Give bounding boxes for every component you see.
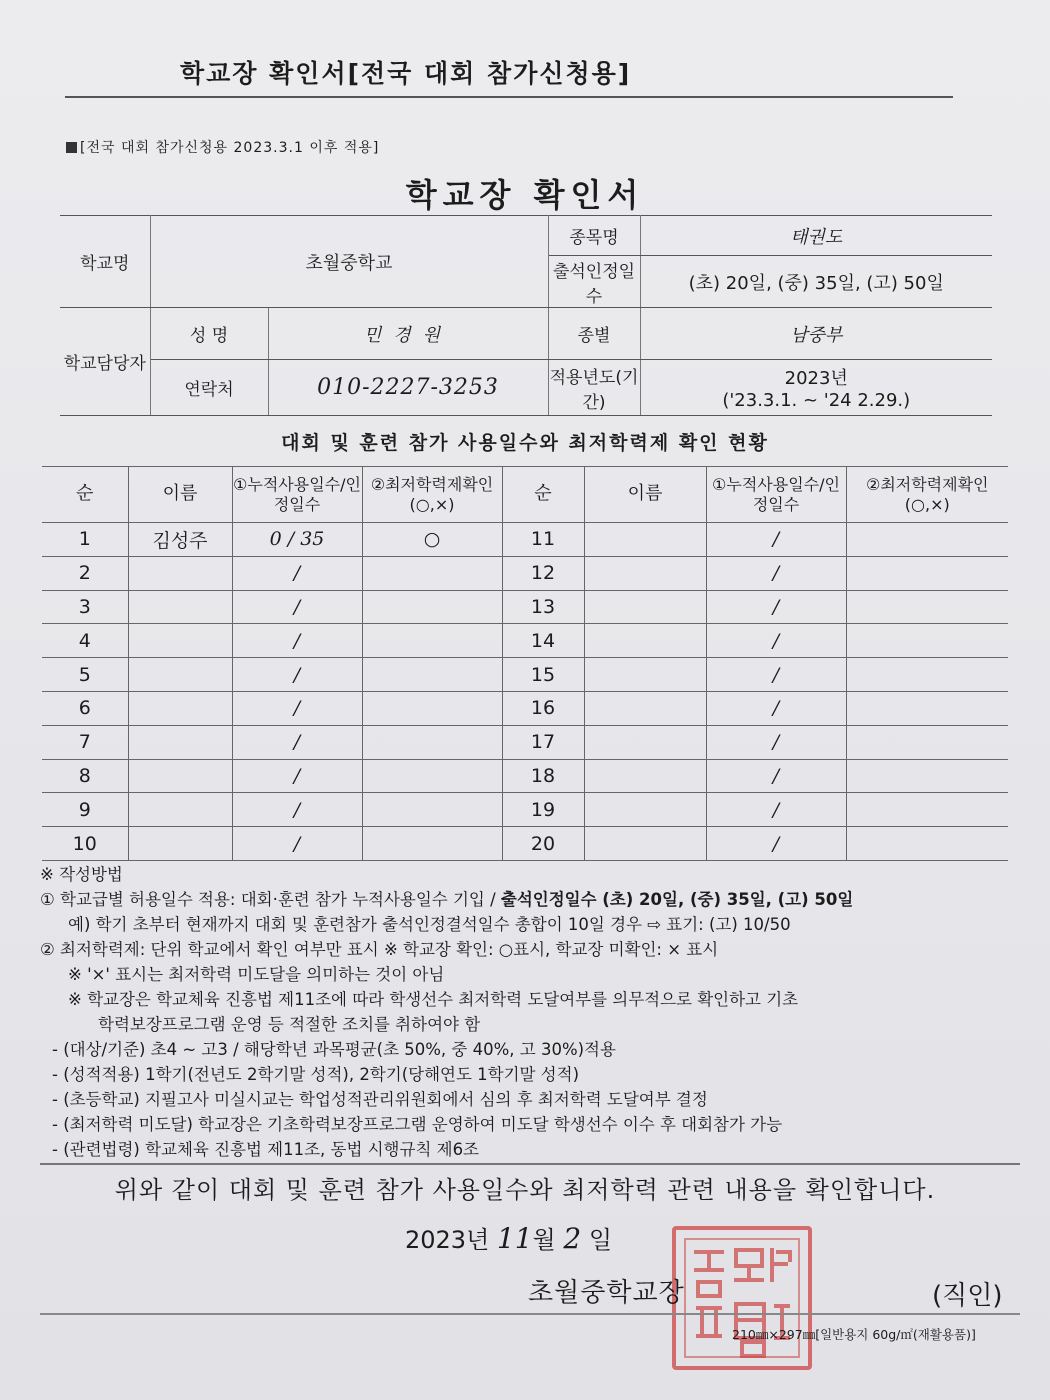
attendance-value: (초) 20일, (중) 35일, (고) 50일 (640, 256, 992, 308)
row-check (846, 624, 1008, 658)
row-days: / (706, 691, 846, 725)
row-name (584, 725, 706, 759)
row-check (362, 793, 502, 827)
table-row (42, 691, 1008, 725)
note-2-b-cont: 학력보장프로그램 운영 등 적절한 조치를 취하여야 함 (98, 1015, 481, 1034)
row-days: / (706, 827, 846, 861)
row-no: 13 (502, 590, 584, 624)
row-check (362, 725, 502, 759)
row-check (362, 658, 502, 692)
row-name (128, 658, 232, 692)
seal-glyph-icon (676, 1230, 808, 1366)
square-bullet-icon (66, 142, 77, 153)
table-row (42, 523, 1008, 557)
table-row (42, 556, 1008, 590)
row-name (584, 691, 706, 725)
row-name (584, 793, 706, 827)
paper-spec: 210㎜×297㎜[일반용지 60g/㎡(재활용품)] (732, 1327, 976, 1342)
col-header-days-2: ①누적사용일수/인정일수 (706, 467, 846, 523)
row-name (584, 523, 706, 557)
table-row (42, 624, 1008, 658)
attendance-label: 출석인정일수 (548, 256, 640, 308)
col-header-check: ②최저학력제확인(○,×) (362, 467, 502, 523)
row-days: / (232, 624, 362, 658)
col-header-name-2: 이름 (584, 467, 706, 523)
info-table (60, 215, 992, 416)
row-name (128, 827, 232, 861)
staff-label: 학교담당자 (60, 308, 150, 416)
row-check (846, 725, 1008, 759)
usage-table (42, 466, 1008, 861)
document-header: 학교장 확인서[전국 대회 참가신청용] (180, 59, 632, 88)
row-no: 10 (42, 827, 128, 861)
note-1-example: 예) 학기 초부터 현재까지 대회 및 훈련참가 출석인정결석일수 총합이 10일 경우 ⇨ 표기: (고) 10/50 (68, 915, 791, 934)
row-days: / (706, 556, 846, 590)
form-title: 학교장 확인서 (405, 176, 645, 214)
col-header-check-2: ②최저학력제확인(○,×) (846, 467, 1008, 523)
col-header-days: ①누적사용일수/인정일수 (232, 467, 362, 523)
notes-heading: ※ 작성방법 (40, 865, 123, 884)
table-row (42, 827, 1008, 861)
row-days: / (232, 691, 362, 725)
row-days: / (706, 793, 846, 827)
row-days: / (232, 725, 362, 759)
row-check (846, 556, 1008, 590)
row-no: 6 (42, 691, 128, 725)
issue-date (405, 1220, 612, 1255)
contact-label: 연락처 (150, 360, 268, 416)
row-name (584, 658, 706, 692)
usage-table-body (42, 523, 1008, 861)
row-check (846, 827, 1008, 861)
staff-name-signature: 민경원 (268, 308, 548, 360)
row-no: 9 (42, 793, 128, 827)
row-no: 17 (502, 725, 584, 759)
event-label: 종목명 (548, 216, 640, 256)
col-header-no: 순 (42, 467, 128, 523)
row-days: / (706, 523, 846, 557)
row-name: 김성주 (128, 523, 232, 557)
row-name (128, 590, 232, 624)
row-name (128, 793, 232, 827)
seal-note: (직인) (932, 1281, 1003, 1311)
row-days: / (232, 827, 362, 861)
instructions (40, 862, 1025, 1162)
row-no: 19 (502, 793, 584, 827)
row-name (128, 725, 232, 759)
row-no: 14 (502, 624, 584, 658)
row-name (584, 556, 706, 590)
row-check (846, 759, 1008, 793)
event-value: 태권도 (640, 216, 992, 256)
row-name (128, 624, 232, 658)
row-days: / (706, 725, 846, 759)
date-day: 2 (563, 1222, 582, 1255)
row-check (362, 827, 502, 861)
row-no: 16 (502, 691, 584, 725)
contact-value: 010-2227-3253 (268, 360, 548, 416)
row-no: 5 (42, 658, 128, 692)
school-name-value: 초월중학교 (150, 216, 548, 308)
row-check (846, 590, 1008, 624)
category-value: 남중부 (640, 308, 992, 360)
row-no: 7 (42, 725, 128, 759)
note-2: ② 최저학력제: 단위 학교에서 확인 여부만 표시 ※ 학교장 확인: ○표시, 학교장 미확인: × 표시 (40, 940, 719, 959)
header-divider (65, 96, 953, 98)
form-label (66, 137, 379, 157)
row-days: / (706, 759, 846, 793)
note-1 (40, 887, 1025, 912)
row-no: 18 (502, 759, 584, 793)
category-label: 종별 (548, 308, 640, 360)
col-header-no-2: 순 (502, 467, 584, 523)
date-month-unit: 월 (532, 1226, 556, 1254)
school-name-label: 학교명 (60, 216, 150, 308)
section-title: 대회 및 훈련 참가 사용일수와 최저학력제 확인 현황 (281, 432, 769, 454)
period-value: ('23.3.1. ~ '24 2.29.) (722, 390, 911, 411)
form-label-text: [전국 대회 참가신청용 2023.3.1 이후 적용] (80, 140, 380, 156)
row-name (128, 759, 232, 793)
row-days: / (232, 556, 362, 590)
row-name (128, 691, 232, 725)
row-no: 12 (502, 556, 584, 590)
year-cell (640, 360, 992, 416)
row-no: 1 (42, 523, 128, 557)
row-days: / (232, 759, 362, 793)
row-days: / (706, 658, 846, 692)
row-check (846, 523, 1008, 557)
year-value: 2023년 (784, 368, 848, 389)
row-no: 15 (502, 658, 584, 692)
row-days: 0 / 35 (232, 523, 362, 557)
date-month: 11 (496, 1222, 533, 1255)
table-row (42, 759, 1008, 793)
row-no: 20 (502, 827, 584, 861)
detail-1: - (대상/기준) 초4 ~ 고3 / 해당학년 과목평균(초 50%, 중 40%, 고 30%)적용 (52, 1040, 616, 1059)
note-1-bold: 출석인정일수 (초) 20일, (중) 35일, (고) 50일 (500, 890, 854, 909)
row-check (846, 793, 1008, 827)
detail-4: - (최저학력 미도달) 학교장은 기초학력보장프로그램 운영하여 미도달 학생선수 이수 후 대회참가 가능 (52, 1115, 783, 1134)
row-check (846, 658, 1008, 692)
row-check (362, 590, 502, 624)
row-name (128, 556, 232, 590)
note-1-text: ① 학교급별 허용일수 적용: 대회·훈련 참가 누적사용일수 기입 / (40, 890, 501, 909)
official-seal (672, 1226, 812, 1370)
name-label: 성 명 (150, 308, 268, 360)
table-row (42, 590, 1008, 624)
note-2-b: ※ 학교장은 학교체육 진흥법 제11조에 따라 학생선수 최저학력 도달여부를 의무적으로 확인하고 기초 (68, 990, 799, 1009)
bottom-divider (40, 1313, 1020, 1315)
note-2-a: ※ '×' 표시는 최저학력 미도달을 의미하는 것이 아님 (68, 965, 445, 984)
row-check (362, 691, 502, 725)
table-row (42, 725, 1008, 759)
row-no: 2 (42, 556, 128, 590)
row-name (584, 759, 706, 793)
footer-divider (40, 1163, 1020, 1165)
detail-5: - (관련법령) 학교체육 진흥법 제11조, 동법 시행규칙 제6조 (52, 1140, 479, 1159)
row-no: 8 (42, 759, 128, 793)
row-days: / (706, 624, 846, 658)
row-check (362, 759, 502, 793)
row-days: / (232, 658, 362, 692)
row-no: 4 (42, 624, 128, 658)
row-no: 3 (42, 590, 128, 624)
date-day-unit: 일 (588, 1226, 613, 1254)
row-name (584, 590, 706, 624)
row-check (846, 691, 1008, 725)
row-check (362, 624, 502, 658)
principal-name: 초월중학교장 (528, 1278, 685, 1308)
year-label: 적용년도(기간) (548, 360, 640, 416)
row-name (584, 624, 706, 658)
row-no: 11 (502, 523, 584, 557)
row-days: / (232, 590, 362, 624)
col-header-name: 이름 (128, 467, 232, 523)
date-year: 2023년 (405, 1226, 490, 1254)
table-row (42, 793, 1008, 827)
row-days: / (232, 793, 362, 827)
row-check (362, 556, 502, 590)
table-row (42, 658, 1008, 692)
detail-2: - (성적적용) 1학기(전년도 2학기말 성적), 2학기(당해연도 1학기말 성적) (52, 1065, 580, 1084)
detail-3: - (초등학교) 지필고사 미실시교는 학업성적관리위원회에서 심의 후 최저학력 도달여부 결정 (52, 1090, 708, 1109)
confirm-statement: 위와 같이 대회 및 훈련 참가 사용일수와 최저학력 관련 내용을 확인합니다. (114, 1176, 936, 1204)
row-name (584, 827, 706, 861)
row-days: / (706, 590, 846, 624)
row-check: ○ (362, 523, 502, 557)
